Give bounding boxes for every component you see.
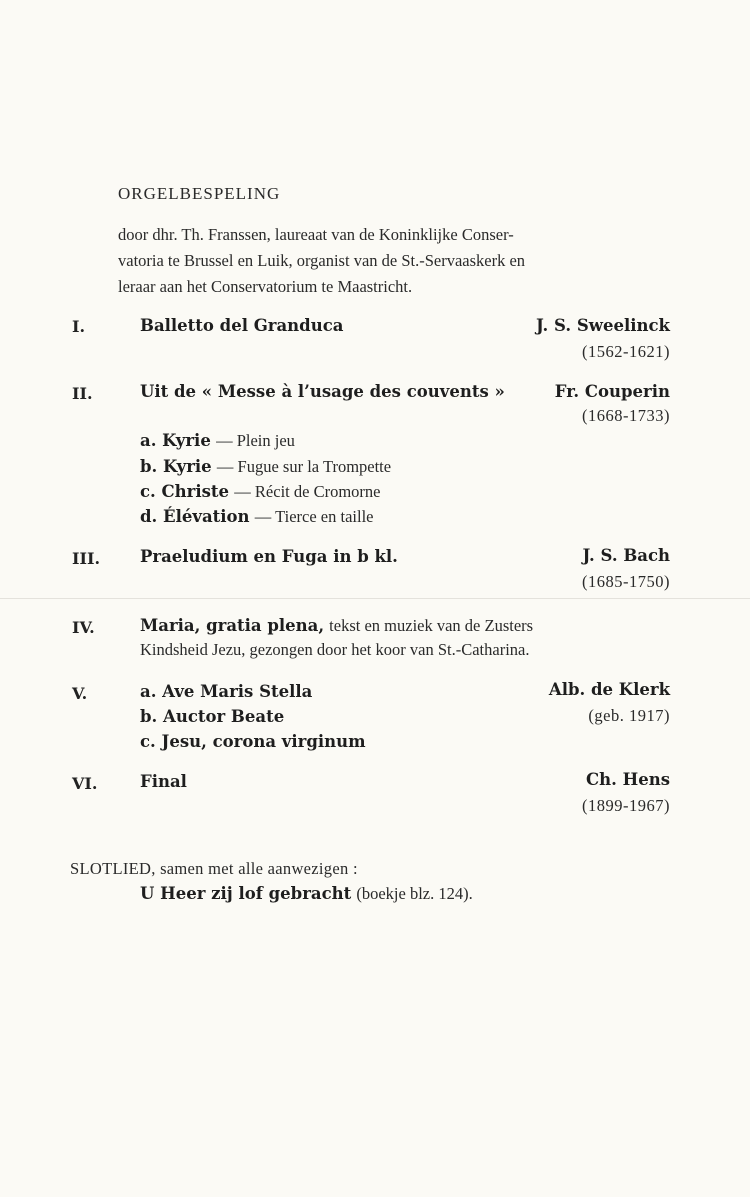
- item-number: I.: [72, 317, 86, 336]
- item-number: III.: [72, 549, 101, 568]
- item-dates: (1668-1733): [582, 406, 670, 425]
- item-number: IV.: [72, 618, 95, 637]
- movement: [140, 482, 380, 502]
- movement-label: d. Élévation: [140, 507, 250, 526]
- section-heading: ORGELBESPELING: [118, 184, 281, 203]
- movement-detail: — Fugue sur la Trompette: [216, 457, 392, 476]
- intro-line: vatoria te Brussel en Luik, organist van de St.-Servaaskerk en: [118, 251, 526, 270]
- movement: [140, 507, 373, 527]
- movement-detail: — Plein jeu: [216, 431, 295, 450]
- item-number: VI.: [72, 774, 98, 793]
- intro-line: leraar aan het Conservatorium te Maastricht.: [118, 277, 413, 296]
- item-title: Uit de « Messe à l’usage des couvents »: [140, 382, 505, 401]
- intro-paragraph: [118, 222, 678, 300]
- movement-label: a. Kyrie: [140, 431, 211, 450]
- item-composer: Alb. de Klerk: [548, 680, 670, 699]
- movement: [140, 431, 295, 451]
- closing-song: U Heer zij lof gebracht: [140, 884, 352, 903]
- item-title: Maria, gratia plena,: [140, 616, 325, 635]
- item-number: II.: [72, 384, 93, 403]
- item-title: Balletto del Granduca: [140, 316, 344, 335]
- item-dates: (1562-1621): [582, 342, 670, 361]
- movement: [140, 457, 391, 477]
- closing-song-line: [140, 884, 473, 904]
- item-dates: (1685-1750): [582, 572, 670, 591]
- item-dates: (1899-1967): [582, 796, 670, 815]
- item-composer: J. S. Sweelinck: [536, 316, 670, 335]
- item-composer: Ch. Hens: [586, 770, 670, 789]
- movement-detail: — Tierce en taille: [254, 507, 374, 526]
- closing-label: SLOTLIED, samen met alle aanwezigen :: [70, 859, 358, 878]
- fold-line: [0, 598, 750, 599]
- item-part: a. Ave Maris Stella: [140, 682, 313, 701]
- item-part: b. Auctor Beate: [140, 707, 285, 726]
- item-text: tekst en muziek van de Zusters: [329, 616, 534, 635]
- item-text: Kindsheid Jezu, gezongen door het koor van St.-Catharina.: [140, 640, 530, 659]
- item-composer: Fr. Couperin: [554, 382, 670, 401]
- movement-label: c. Christe: [140, 482, 230, 501]
- movement-detail: — Récit de Cromorne: [234, 482, 381, 501]
- item-part: c. Jesu, corona virginum: [140, 732, 366, 751]
- item-title: Praeludium en Fuga in b kl.: [140, 547, 398, 566]
- movement-label: b. Kyrie: [140, 457, 212, 476]
- item-composer: J. S. Bach: [582, 546, 670, 565]
- item-line: [140, 616, 533, 636]
- closing-note: (boekje blz. 124).: [356, 884, 473, 903]
- item-title: Final: [140, 772, 187, 791]
- intro-line: door dhr. Th. Franssen, laureaat van de Koninklijke Conser-: [118, 225, 514, 244]
- item-number: V.: [72, 684, 88, 703]
- item-dates: (geb. 1917): [588, 706, 670, 725]
